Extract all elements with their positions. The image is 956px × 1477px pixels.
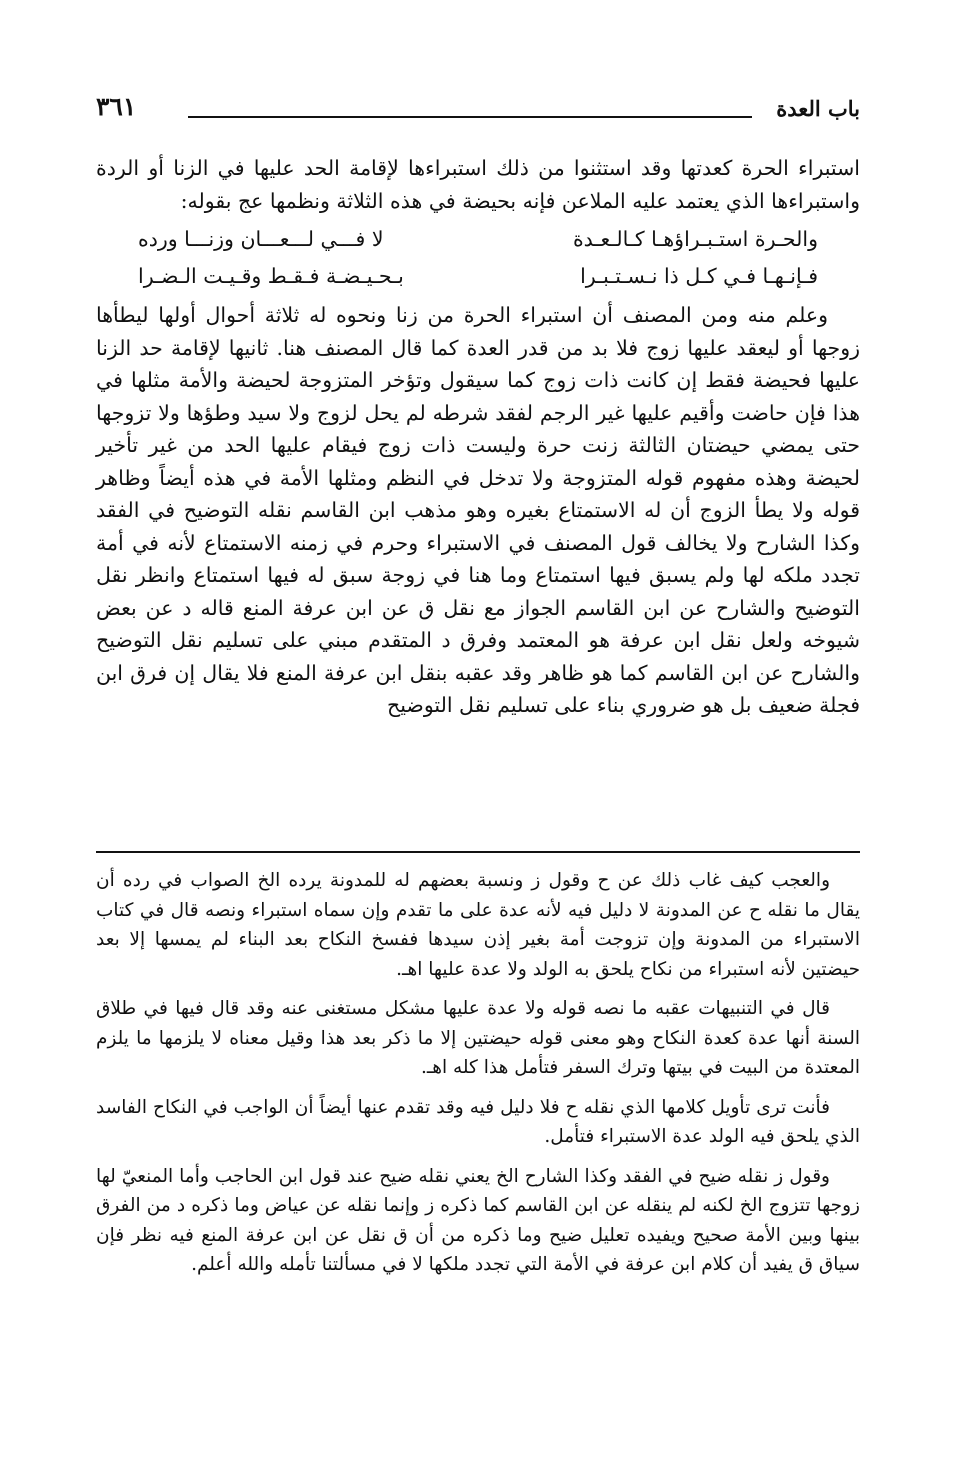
footnote-paragraph: فأنت ترى تأويل كلامها الذي نقله ح فلا دليل فيه وقد تقدم عنها أيضاً أن الواجب في النكاح الفاسد الذي يلحق فيه الولد عدة الاستبراء فتأمل.	[96, 1096, 860, 1147]
footnote-paragraph: وقول ز نقله ضيح في الفقد وكذا الشارح الخ يعني نقله ضيح عند قول ابن الحاجب وأما المنعيّ لها زوجها تتزوج الخ لكنه لم ينقله عن ابن القاسم كما ذكره ز وإنما نقله عن عياض وما ذكره د من الفرق بينها وبين الأمة صحيح ويفيده تعليل ضيح وما ذكره من أن ق نقل عن ابن عرفة المنع فيه نظر فإن سياق ق يفيد أن كلام ابن عرفة في الأمة التي تجدد ملكها لا في مسألتنا تأمله والله أعلم.	[96, 1165, 860, 1275]
footnote-paragraph: والعجب كيف غاب ذلك عن ح وقول ز ونسبة بعضهم له للمدونة يرده الخ الصواب في رده أن يقال ما نقله ح عن المدونة لا دليل فيه لأنه عدة على ما تقدم وإن سماه استبراء ونصه قال في كتاب الاستبراء من المدونة وإن تزوجت أمة بغير إذن سيدها ففسخ النكاح بعد البناء لم يمسها إلا بعد حيضتين لأنه استبراء من نكاح يلحق به الولد ولا عدة عليها اهـ.	[96, 870, 860, 980]
header-rule	[188, 116, 752, 118]
main-text	[96, 152, 860, 722]
page-header	[96, 92, 860, 132]
footnote-divider	[96, 851, 860, 853]
poem-hemistich-second: لا فـــي لـــعـــان وزنـــا ورده	[138, 227, 384, 251]
paragraph-main: وعلم منه ومن المصنف أن استبراء الحرة من زنا ونحوه له ثلاثة أحوال أولها ليطأها زوجها أو ليعقد عليها زوج فلا بد من قدر العدة كما قال المصنف هنا. ثانيها لإقامة حد الزنا عليها فحيضة فقط إن كانت ذات زوج كما سيقول وتؤخر المتزوجة لحيضة والأمة مثلها في هذا فإن حاضت وأقيم عليها غير الرجم لفقد شرطه لم يحل لزوج ولا سيد وطؤها ولا تزوجها حتى يمضي حيضتان الثالثة زنت حرة وليست ذات زوج فيقام عليها الحد من غير تأخير لحيضة وهذه مفهوم قوله المتزوجة ولا تدخل في النظم ومثلها الأمة في هذه أيضاً وظاهر قوله ولا يطأ الزوج أن له الاستمتاع بغيره وهو مذهب ابن القاسم نقله التوضيح في الفقد وكذا الشارح ولا يخالف قول المصنف في الاستبراء وحرم في زمنه الاستمتاع لأنه في أمة تجدد ملكه لها ولم يسبق فيها استمتاع وما هنا في زوجة سبق له فيها استمتاع وانظر نقل التوضيح والشارح عن ابن القاسم الجواز مع نقل ق عن ابن عرفة المنع قاله د عن بعض شيوخه ولعل نقل ابن عرفة هو المعتمد وفرق د المتقدم مبني على تسليم نقل التوضيح والشارح عن ابن القاسم كما هو ظاهر وقد عقبه بنقل ابن عرفة المنع فلا يقال إن فرق ابن فجلة ضعيف بل هو ضروري بناء على تسليم نقل التوضيح	[96, 303, 860, 717]
poem-verse	[138, 221, 818, 258]
running-title: باب العدة	[776, 96, 860, 121]
poem	[138, 221, 818, 295]
page-number: ٣٦١	[96, 92, 137, 121]
poem-hemistich-second: بـحـيـضـة فـقـط وقـيـت الـضـرا	[138, 264, 404, 288]
footnotes	[96, 866, 860, 1280]
paragraph-intro: استبراء الحرة كعدتها وقد استثنوا من ذلك استبراءها لإقامة الحد عليها في الزنا أو الردة واستبراءها الذي يعتمد عليه الملاعن فإنه بحيضة في هذه الثلاثة ونظمها عج بقوله:	[96, 156, 860, 213]
poem-hemistich-first: فـإنـهـا فـي كـل ذا نـسـتـبـرا	[580, 264, 818, 288]
footnote-paragraph: قال في التنبيهات عقبه ما نصه قوله ولا عدة عليها مشكل مستغنى عنه وقد قال فيها في طلاق السنة أنها عدة كعدة النكاح وهو معنى قوله حيضتين إلا ما ذكر بعد هذا وقيل معناه لا يلزمها ما يلزم المعتدة من البيت في بيتها وترك السفر فتأمل هذا كله اهـ.	[96, 998, 860, 1078]
poem-hemistich-first: والحـرة استـبـراؤهـا كـالـعـدة	[572, 227, 818, 251]
poem-verse	[138, 258, 818, 295]
